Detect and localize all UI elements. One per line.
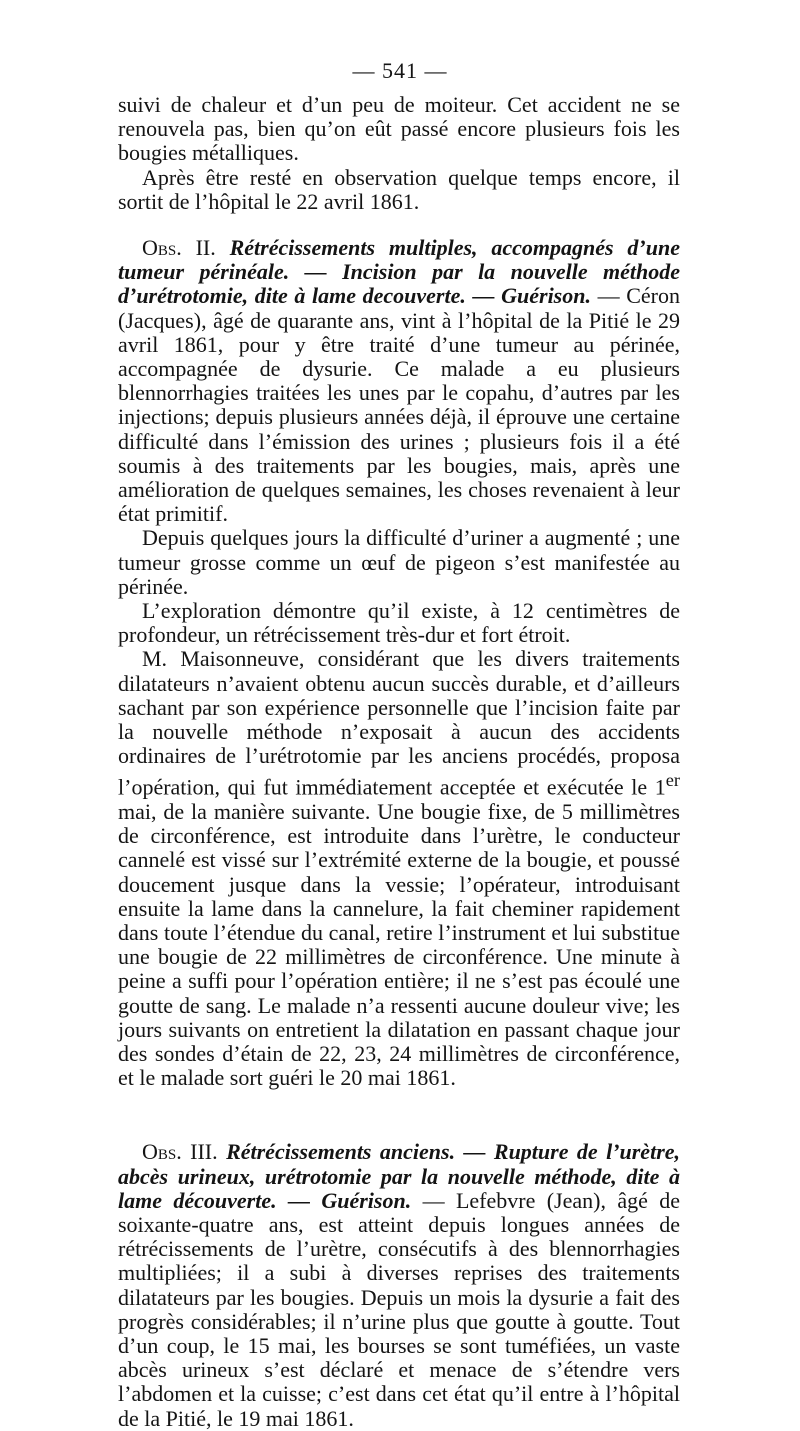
page-number: — 541 — bbox=[352, 58, 448, 83]
observation-2 bbox=[118, 236, 680, 526]
paragraph-operation bbox=[118, 647, 680, 1090]
paragraph-symptoms: Depuis quelques jours la difficulté d’uriner a augmenté ; une tumeur grosse comme un œuf de pigeon s’est manifestée au périnée. bbox=[118, 525, 680, 599]
paragraph-continued: suivi de chaleur et d’un peu de moiteur. Cet accident ne se renouvela pas, bien qu’on eût passé encore plusieurs fois les bougies métalliques. bbox=[118, 92, 680, 166]
operation-text-end: mai, de la manière suivante. Une bougie fixe, de 5 millimètres de circonférence, est introduite dans l’urètre, le conducteur cannelé est vissé sur l’extrémité externe de la bougie, et poussé doucement jusque dans la vessie; l’opérateur, introduisant ensuite la lame dans la cannelure, la fait cheminer rapidement dans toute l’étendue du canal, retire l’instrument et lui substitue une bougie de 22 millimètres de circonférence. Une minute à peine a suffi pour l’opération entière; il ne s’est pas écoulé une goutte de sang. Le malade n’a ressenti aucune douleur vive; les jours suivants on entretient la dilatation en passant chaque jour des sondes d’étain de 22, 23, 24 millimètres de circonférence, et le malade sort guéri le 20 mai 1861. bbox=[118, 799, 680, 1091]
observation-3 bbox=[118, 1140, 680, 1430]
ordinal-superscript: er bbox=[665, 770, 680, 791]
paragraph-discharge: Après être resté en observation quelque temps encore, il sortit de l’hôpital le 22 avril 1861. bbox=[118, 164, 680, 214]
observation-2-title: Rétrécissements multiples, accompagnés d’une tumeur périnéale. — Incision par la nouvelle méthode d’urétrotomie, dite à lame decouverte. — Guérison. bbox=[118, 235, 680, 309]
observation-2-label: Obs. II. bbox=[142, 235, 216, 261]
observation-3-title: Rétrécissements anciens. — Rupture de l’urètre, abcès urineux, urétrotomie par la nouvelle méthode, dite à lame découverte. — Guérison. bbox=[118, 1139, 681, 1213]
observation-2-text: — Céron (Jacques), âgé de quarante ans, vint à l’hôpital de la Pitié le 29 avril 1861, pour y être traité d’une tumeur au périnée, accompagnée de dysurie. Ce malade a eu plusieurs blennorrhagies traitées les unes par le copahu, d’autres par les injections; depuis plusieurs années déjà, il éprouve une certaine difficulté dans l’émission des urines ; plusieurs fois il a été soumis à des traitements par les bougies, mais, après une amélioration de quelques semaines, les choses revenaient à leur état primitif. bbox=[118, 283, 680, 527]
page-body bbox=[118, 93, 680, 1431]
observation-3-text: — Lefebvre (Jean), âgé de soixante-quatre ans, est atteint depuis longues années de rétrécissements de l’urètre, consécutifs à des blennorrhagies multipliées; il a subi à diverses reprises des traitements dilatateurs par les bougies. Depuis un mois la dysurie a fait des progrès considérables; il n’urine plus que goutte à goutte. Tout d’un coup, le 15 mai, les bourses se sont tuméfiées, un vaste abcès urineux s’est déclaré et menace de s’étendre vers l’abdomen et la cuisse; c’est dans cet état qu’il entre à l’hôpital de la Pitié, le 19 mai 1861. bbox=[118, 1187, 680, 1431]
operation-text-start: M. Maisonneuve, considérant que les divers traitements dilatateurs n’avaient obtenu aucun succès durable, et d’ailleurs sachant par son expérience personnelle que l’incision faite par la nouvelle méthode n’exposait à aucun des accidents ordinaires de l’urétrotomie par les anciens procédés, proposa l’opération, qui fut immédiatement acceptée et exécutée le 1 bbox=[118, 646, 680, 800]
observation-3-label: Obs. III. bbox=[142, 1139, 218, 1165]
paragraph-exploration: L’exploration démontre qu’il existe, à 12 centimètres de profondeur, un rétrécissement très-dur et fort étroit. bbox=[118, 598, 680, 648]
